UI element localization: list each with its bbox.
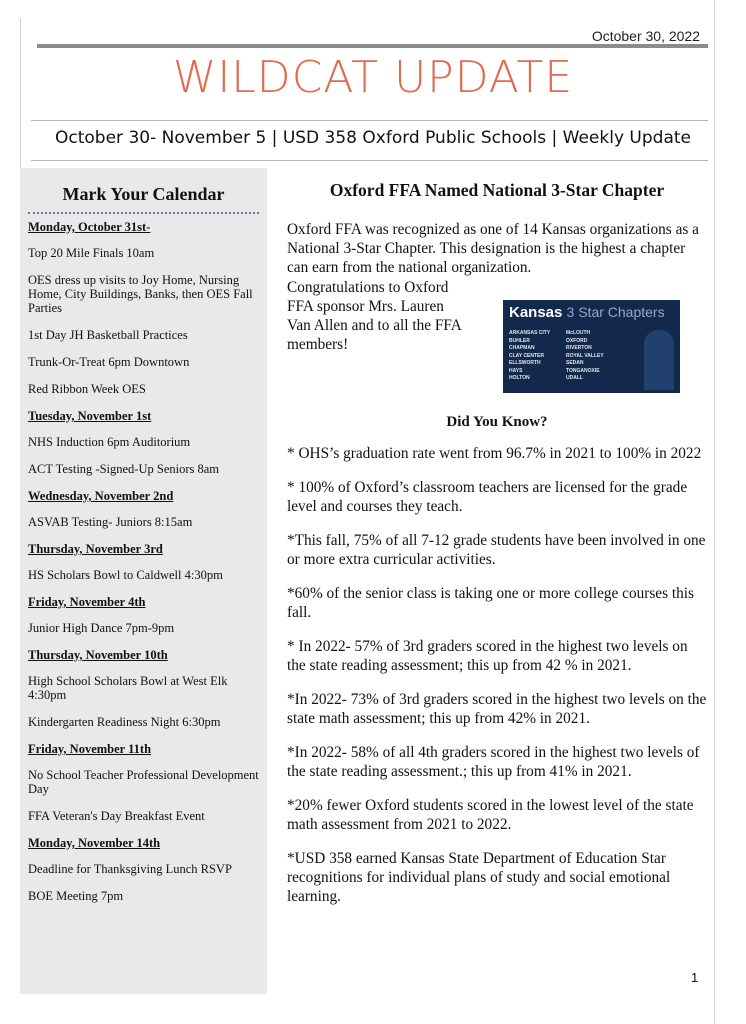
issue-date: October 30, 2022	[591, 28, 700, 44]
calendar-event: ACT Testing -Signed-Up Seniors 8am	[28, 462, 220, 476]
calendar-heading: Mark Your Calendar	[62, 184, 225, 204]
fact-item: *USD 358 earned Kansas State Department of Education Star recognitions for individual plans of study and social emotional learning.	[287, 850, 671, 905]
calendar-event: FFA Veteran's Day Breakfast Event	[28, 809, 205, 823]
badge-title: Kansas 3 Star Chapters	[509, 304, 665, 321]
badge-chapter-name: ROYAL VALLEY	[566, 352, 604, 359]
calendar-event: OES dress up visits to Joy Home, Nursing Home, City Buildings, Banks, then OES Fall Parties	[28, 273, 253, 315]
calendar-event: 1st Day JH Basketball Practices	[28, 328, 188, 342]
article-intro: Oxford FFA was recognized as one of 14 Kansas organizations as a National 3-Star Chapter. This designation is the highest a chapter can earn from the national organization.	[287, 221, 699, 276]
main-column	[287, 180, 707, 905]
calendar-day-heading: Monday, November 14th	[28, 836, 161, 850]
page-right-edge	[714, 0, 715, 1024]
fact-item: *In 2022- 58% of all 4th graders scored in the highest two levels of the state reading assessment.; this up from 41% in 2021.	[287, 744, 700, 780]
calendar-event: BOE Meeting 7pm	[28, 889, 124, 903]
calendar-day-heading: Wednesday, November 2nd	[28, 489, 174, 503]
did-you-know-heading: Did You Know?	[446, 414, 548, 430]
newsletter-subtitle: October 30- November 5 | USD 358 Oxford Public Schools | Weekly Update	[55, 128, 691, 148]
badge-chapter-name: CLAY CENTER	[509, 352, 545, 359]
badge-chapter-name: BUHLER	[509, 337, 530, 344]
badge-chapter-name: ELLSWORTH	[509, 360, 541, 366]
badge-chapter-name: HOLTON	[509, 375, 530, 381]
badge-chapter-name: TONGANOXIE	[566, 367, 600, 374]
badge-chapter-name: CHAPMAN	[509, 345, 535, 351]
calendar-day-heading: Thursday, November 10th	[28, 648, 168, 662]
calendar-event: Trunk-Or-Treat 6pm Downtown	[28, 355, 190, 369]
calendar-events	[28, 220, 264, 916]
calendar-event: NHS Induction 6pm Auditorium	[28, 435, 191, 449]
fact-item: *This fall, 75% of all 7-12 grade students have been involved in one or more extra curricular activities.	[287, 532, 706, 568]
calendar-event: Red Ribbon Week OES	[28, 382, 146, 396]
subtitle-rule-bottom	[31, 160, 708, 161]
dotted-divider	[28, 212, 259, 214]
fact-item: * In 2022- 57% of 3rd graders scored in the highest two levels on the state reading assessment; this up from 42 % in 2021.	[287, 638, 688, 674]
header-rule	[37, 44, 708, 48]
calendar-event: Junior High Dance 7pm-9pm	[28, 621, 175, 635]
badge-chapter-name: RIVERTON	[566, 345, 592, 351]
calendar-sidebar	[20, 168, 267, 994]
article-congrats: Congratulations to Oxford FFA sponsor Mrs. Lauren Van Allen and to all the FFA members!	[287, 279, 461, 353]
calendar-event: Kindergarten Readiness Night 6:30pm	[28, 715, 221, 729]
page-number: 1	[691, 970, 699, 985]
newsletter-title: WILDCAT UPDATE	[172, 52, 574, 103]
badge-chapter-list	[509, 330, 619, 383]
fact-item: *In 2022- 73% of 3rd graders scored in the highest two levels on the state math assessment; this up from 42% in 2021.	[287, 691, 707, 727]
calendar-event: Top 20 Mile Finals 10am	[28, 246, 155, 260]
calendar-event: ASVAB Testing- Juniors 8:15am	[28, 515, 193, 529]
calendar-day-heading: Friday, November 4th	[28, 595, 146, 609]
calendar-event: No School Teacher Professional Development Day	[28, 768, 259, 796]
badge-figure	[644, 330, 674, 390]
fact-item: *20% fewer Oxford students scored in the lowest level of the state math assessment from 2021 to 2022.	[287, 797, 694, 833]
badge-chapter-name: UDALL	[566, 375, 583, 381]
calendar-day-heading: Thursday, November 3rd	[28, 542, 163, 556]
calendar-day-heading: Monday, October 31st-	[28, 220, 151, 234]
calendar-event: Deadline for Thanksgiving Lunch RSVP	[28, 862, 232, 876]
fact-item: * 100% of Oxford’s classroom teachers are licensed for the grade level and courses they teach.	[287, 479, 688, 515]
article-heading: Oxford FFA Named National 3-Star Chapter	[329, 180, 665, 200]
subtitle-rule-top	[31, 120, 708, 121]
facts-list	[287, 444, 707, 921]
badge-chapter-name: McLOUTH	[566, 330, 591, 336]
calendar-event: HS Scholars Bowl to Caldwell 4:30pm	[28, 568, 223, 582]
calendar-event: High School Scholars Bowl at West Elk 4:30pm	[28, 674, 228, 702]
badge-chapter-name: OXFORD	[566, 337, 588, 344]
calendar-day-heading: Friday, November 11th	[28, 742, 152, 756]
fact-item: * OHS’s graduation rate went from 96.7% in 2021 to 100% in 2022	[287, 445, 702, 462]
calendar-day-heading: Tuesday, November 1st	[28, 409, 152, 423]
fact-item: *60% of the senior class is taking one or more college courses this fall.	[287, 585, 694, 621]
badge-chapter-name: ARKANSAS CITY	[509, 330, 551, 336]
badge-chapter-name: HAYS	[509, 367, 523, 374]
kansas-3-star-chapters-image	[503, 300, 680, 393]
badge-chapter-name: SEDAN	[566, 360, 584, 366]
